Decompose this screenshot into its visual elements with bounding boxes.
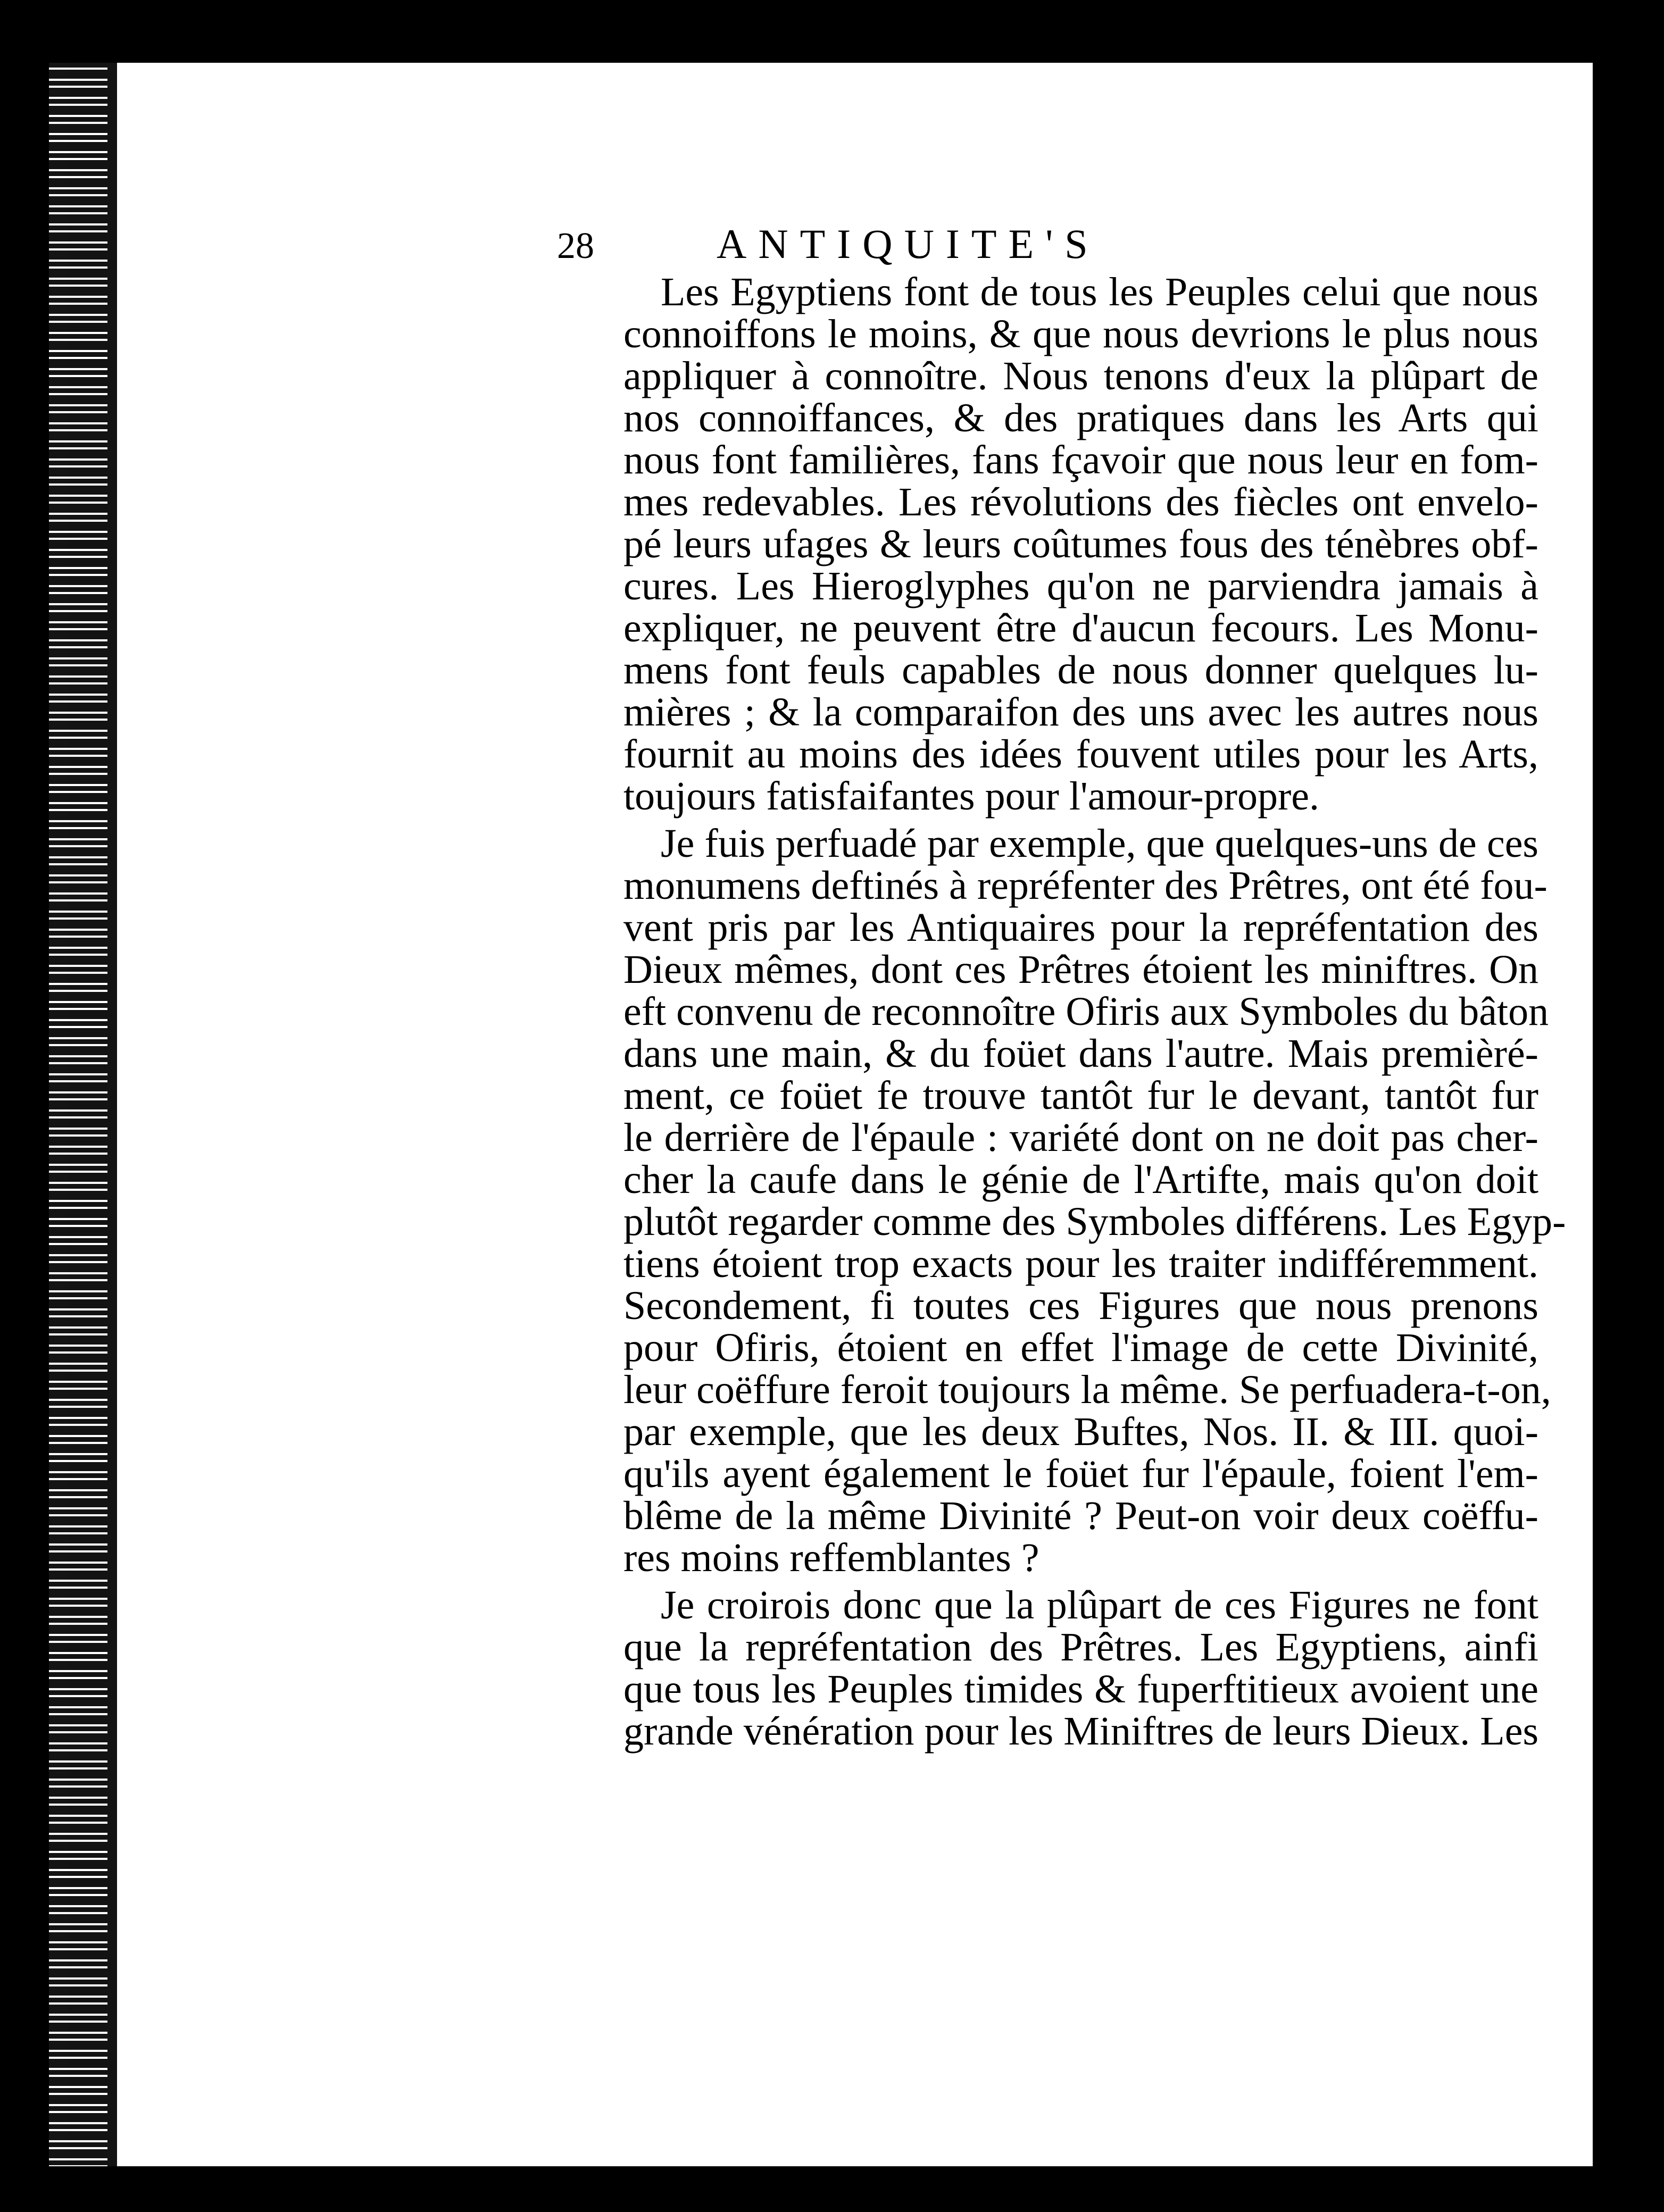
text-line: que tous les Peuples timides & fuperftitieux avoient une — [623, 1667, 1538, 1712]
text-line: ment, ce foüet fe trouve tantôt fur le devant, tantôt fur — [623, 1073, 1538, 1118]
text-line: plutôt regarder comme des Symboles différens. Les Egyp- — [623, 1199, 1566, 1244]
text-line: leur coëffure feroit toujours la même. Se perfuadera-t-on, — [623, 1367, 1551, 1412]
text-line: tiens étoient trop exacts pour les traiter indifféremment. — [623, 1241, 1538, 1286]
paragraph-2 — [623, 821, 1566, 1580]
text-line: blême de la même Divinité ? Peut-on voir deux coëffu- — [623, 1493, 1538, 1538]
text-line: mens font feuls capables de nous donner quelques lu- — [623, 648, 1538, 692]
page-gutter-scan-edge — [49, 63, 117, 2166]
text-line: eft convenu de reconnoître Ofiris aux Symboles du bâton — [623, 989, 1549, 1034]
body-text — [623, 270, 1566, 1754]
text-line: mes redevables. Les révolutions des fiècles ont envelo- — [623, 480, 1538, 524]
book-page — [49, 63, 1618, 2166]
text-line: res moins reffemblantes ? — [623, 1535, 1039, 1580]
text-line: nos connoiffances, & des pratiques dans les Arts qui — [623, 396, 1538, 440]
text-line: mières ; & la comparaifon des uns avec les autres nous — [623, 690, 1538, 734]
text-line: Dieux mêmes, dont ces Prêtres étoient les miniftres. On — [623, 947, 1538, 992]
text-line: pé leurs ufages & leurs coûtumes fous des ténèbres obf- — [623, 522, 1538, 566]
text-line: par exemple, que les deux Buftes, Nos. II. & III. quoi- — [623, 1409, 1538, 1454]
text-line: vent pris par les Antiquaires pour la repréfentation des — [623, 905, 1538, 950]
text-line: fournit au moins des idées fouvent utiles pour les Arts, — [623, 732, 1538, 777]
paragraph-1 — [623, 271, 1538, 817]
text-line: cher la caufe dans le génie de l'Artifte, mais qu'on doit — [623, 1157, 1538, 1202]
text-line: pour Ofiris, étoient en effet l'image de cette Divinité, — [623, 1325, 1538, 1370]
text-line: connoiffons le moins, & que nous devrions le plus nous — [623, 312, 1538, 356]
running-title: ANTIQUITE'S — [717, 221, 1100, 267]
text-line: expliquer, ne peuvent être d'aucun fecours. Les Monu- — [623, 606, 1538, 650]
text-line: le derrière de l'épaule : variété dont on ne doit pas cher- — [623, 1115, 1538, 1160]
page-right-scan-edge — [1593, 63, 1618, 2166]
text-line: dans une main, & du foüet dans l'autre. Mais premièré- — [623, 1031, 1538, 1076]
text-line: nous font familières, fans fçavoir que nous leur en fom- — [623, 438, 1538, 482]
text-line: appliquer à connoître. Nous tenons d'eux la plûpart de — [623, 354, 1538, 398]
text-line: Les Egyptiens font de tous les Peuples celui que nous — [661, 270, 1538, 314]
text-line: toujours fatisfaifantes pour l'amour-propre. — [623, 774, 1319, 819]
text-line: que la repréfentation des Prêtres. Les Egyptiens, ainfi — [623, 1625, 1538, 1670]
text-line: Je croirois donc que la plûpart de ces Figures ne font — [661, 1583, 1538, 1627]
text-line: qu'ils ayent également le foüet fur l'épaule, foient l'em- — [623, 1451, 1538, 1496]
text-line: cures. Les Hieroglyphes qu'on ne parviendra jamais à — [623, 564, 1538, 608]
paragraph-3 — [623, 1584, 1538, 1752]
text-line: monumens deftinés à repréfenter des Prêtres, ont été fou- — [623, 863, 1547, 908]
text-line: Je fuis perfuadé par exemple, que quelques-uns de ces — [661, 821, 1538, 866]
text-line: grande vénération pour les Miniftres de leurs Dieux. Les — [623, 1709, 1539, 1754]
page-number: 28 — [557, 226, 594, 266]
text-line: Secondement, fi toutes ces Figures que nous prenons — [623, 1283, 1538, 1328]
